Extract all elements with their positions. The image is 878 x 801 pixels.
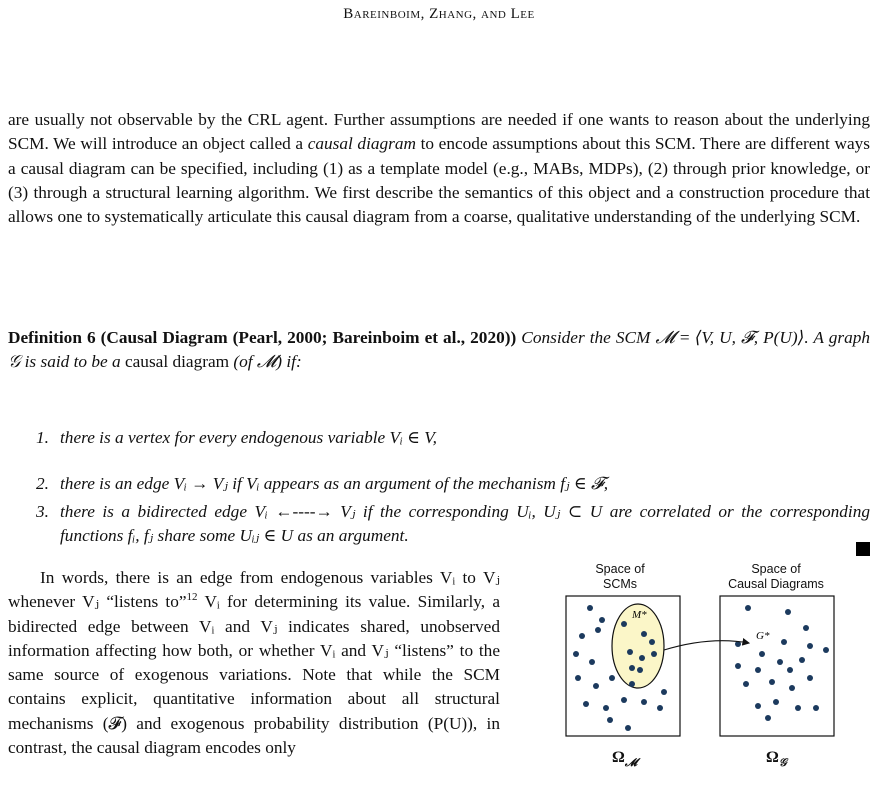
dot — [755, 703, 761, 709]
dot — [583, 701, 589, 707]
dot — [579, 633, 585, 639]
dot — [641, 699, 647, 705]
dot — [575, 675, 581, 681]
dot — [657, 705, 663, 711]
dot — [641, 631, 647, 637]
dot — [743, 681, 749, 687]
equals: = — [674, 328, 695, 347]
list-text: there is an edge Vᵢ → Vⱼ if Vᵢ appears as an argument of the mechanism fⱼ ∈ 𝓕, — [60, 474, 609, 493]
dot — [637, 667, 643, 673]
dot — [823, 647, 829, 653]
paragraph-text: In words, there is an edge from endogenous variables Vᵢ to Vⱼ whenever Vⱼ “listens to” — [8, 568, 500, 612]
list-item — [36, 426, 870, 450]
dot — [607, 717, 613, 723]
dot — [621, 697, 627, 703]
dot — [795, 705, 801, 711]
body-paragraph — [8, 566, 500, 760]
dot — [587, 605, 593, 611]
body-paragraph — [8, 108, 870, 229]
definition-title: Definition 6 (Causal Diagram (Pearl, 2000; Bareinboim et al., 2020)) — [8, 328, 517, 347]
qed-square — [856, 542, 870, 556]
dot — [745, 605, 751, 611]
definition-intro: . A graph — [804, 328, 871, 347]
scm-to-diagram-figure — [540, 558, 840, 798]
diagram-dots — [735, 605, 829, 721]
definition-intro: is said to be a — [20, 352, 125, 372]
paragraph-text: are usually not observable by the CRL agent. Further assumptions are needed if one wants to reason about the underlying SCM. We will introduce an object called a — [8, 110, 870, 154]
list-item — [36, 500, 870, 548]
dot — [589, 659, 595, 665]
dot — [595, 627, 601, 633]
dot — [603, 705, 609, 711]
list-number: 1. — [36, 428, 49, 447]
m-star-label: M* — [632, 609, 647, 621]
dot — [765, 715, 771, 721]
footnote-marker: 12 — [186, 591, 198, 604]
list-text: there is a vertex for every endogenous variable Vᵢ ∈ V, — [60, 428, 437, 447]
dot — [625, 725, 631, 731]
left-title-line1: Space of — [595, 562, 645, 576]
dot — [609, 675, 615, 681]
dot — [803, 625, 809, 631]
list-item — [36, 472, 870, 496]
dot — [735, 663, 741, 669]
dot — [785, 609, 791, 615]
left-caption: $\Omega_𝓜$ — [612, 749, 638, 769]
dot — [629, 681, 635, 687]
paragraph-text: Vᵢ for determining its value. Similarly, a bidirected edge between Vᵢ and Vⱼ indicates shared, unobserved information affecting how both, or whether Vᵢ and Vⱼ “listens” to the same source of exogenous variations. Note that while the SCM contains explicit, quantitative information about all structural mechanisms (𝓕) and exogenous probability distribution (P(U)), in contrast, the causal diagram encodes only — [8, 592, 501, 758]
dot — [807, 675, 813, 681]
dot — [777, 659, 783, 665]
dot — [651, 651, 657, 657]
dot — [573, 651, 579, 657]
running-header: Bareinboim, Zhang, and Lee — [343, 6, 535, 22]
emphasized-term: causal diagram — [307, 134, 416, 154]
dot — [781, 639, 787, 645]
dot — [755, 667, 761, 673]
dot — [639, 655, 645, 661]
list-number: 3. — [36, 502, 49, 521]
dot — [807, 643, 813, 649]
dot — [799, 657, 805, 663]
dot — [649, 639, 655, 645]
left-title-line2: SCMs — [602, 577, 638, 591]
dot — [629, 665, 635, 671]
dot — [787, 667, 793, 673]
dot — [593, 683, 599, 689]
definition-intro: (of 𝓜) if: — [229, 352, 302, 372]
definition-intro: Consider the SCM — [521, 328, 656, 347]
model-symbol: 𝓜 — [655, 328, 675, 347]
graph-symbol: 𝒢 — [8, 352, 21, 372]
dot — [599, 617, 605, 623]
dot — [773, 699, 779, 705]
list-text: there is a bidirected edge Vᵢ ←----→ Vⱼ if the corresponding Uᵢ, Uⱼ ⊂ U are correlated or the corresponding functions fᵢ, fⱼ share some Uᵢⱼ ∈ U as an argument. — [60, 502, 870, 545]
paragraph-text: to encode assumptions about this SCM. There are different ways a causal diagram can be specified, including (1) as a template model (e.g., MABs, MDPs), (2) through prior knowledge, or (3) through a structural learning algorithm. We first describe the semantics of this object and a construction procedure that allows one to systematically articulate this causal diagram from a coarse, qualitative understanding of the underlying SCM. — [8, 134, 870, 227]
dot — [769, 679, 775, 685]
right-caption: $\Omega_𝒢$ — [766, 749, 787, 769]
dot — [627, 649, 633, 655]
right-title-line2: Causal Diagrams — [728, 577, 824, 591]
dot — [759, 651, 765, 657]
dot — [621, 621, 627, 627]
g-star-label: G* — [756, 630, 770, 642]
dot — [789, 685, 795, 691]
right-title-line1: Space of — [751, 562, 801, 576]
scm-tuple: ⟨V, U, 𝓕, P(U)⟩ — [694, 328, 805, 347]
dot — [661, 689, 667, 695]
definition-term: causal diagram — [124, 352, 230, 372]
list-number: 2. — [36, 474, 49, 493]
definition-block — [8, 326, 870, 375]
dot — [813, 705, 819, 711]
